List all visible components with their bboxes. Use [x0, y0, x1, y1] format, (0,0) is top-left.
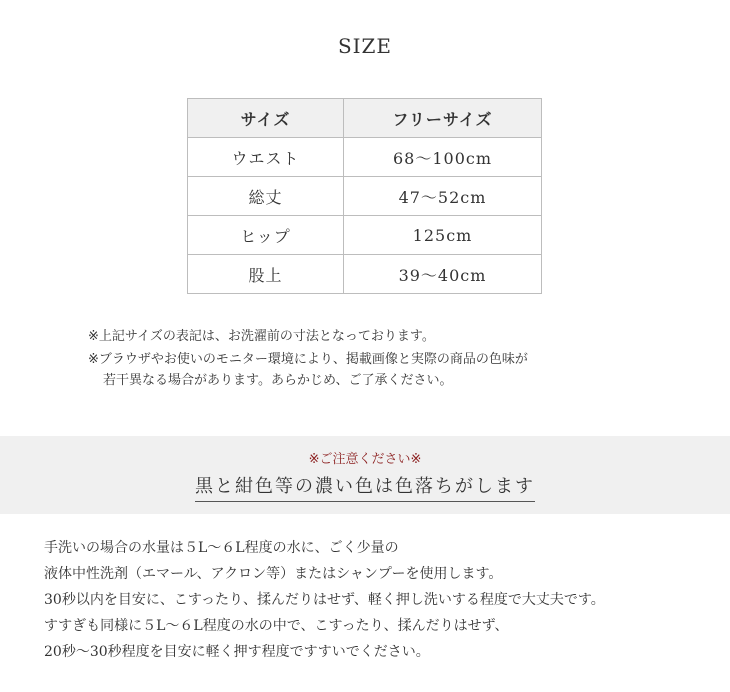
header-free-size: フリーサイズ [344, 99, 542, 138]
instruction-line: すすぎも同様に５L〜６L程度の水の中で、こすったり、揉んだりはせず、 [44, 618, 509, 634]
table-row [188, 255, 542, 294]
row-label: 股上 [188, 255, 344, 294]
caution-message [0, 472, 730, 502]
header-size: サイズ [188, 99, 344, 138]
caution-banner [0, 436, 730, 514]
section-title: SIZE [337, 34, 393, 58]
table-header-row [188, 99, 542, 138]
caution-message-text: 黒と紺色等の濃い色は色落ちがします [195, 472, 535, 502]
row-label: ウエスト [188, 138, 344, 177]
row-label: 総丈 [188, 177, 344, 216]
instruction-line: 液体中性洗剤（エマール、アクロン等）またはシャンプーを使用します。 [44, 566, 503, 582]
row-label: ヒップ [188, 216, 344, 255]
note-color-variance: ※ブラウザやお使いのモニター環境により、掲載画像と実際の商品の色味が [88, 352, 528, 367]
note-measurement: ※上記サイズの表記は、お洗濯前の寸法となっております。 [88, 329, 435, 344]
size-notes [88, 326, 688, 391]
caution-label: ※ご注意ください※ [308, 452, 422, 467]
table-row [188, 177, 542, 216]
instruction-line: 20秒〜30秒程度を目安に軽く押す程度ですすいでください。 [44, 644, 430, 660]
table-row [188, 216, 542, 255]
instruction-line: 手洗いの場合の水量は５L〜６L程度の水に、ごく少量の [44, 540, 399, 556]
table-row [188, 138, 542, 177]
row-value: 125cm [344, 216, 542, 255]
row-value: 39〜40cm [344, 255, 542, 294]
size-table [187, 98, 542, 294]
instruction-line: 30秒以内を目安に、こすったり、揉んだりはせず、軽く押し洗いする程度で大丈夫です。 [44, 592, 605, 608]
row-value: 47〜52cm [344, 177, 542, 216]
row-value: 68〜100cm [344, 138, 542, 177]
washing-instructions [44, 535, 724, 665]
note-color-variance-cont: 若干異なる場合があります。あらかじめ、ご了承ください。 [103, 373, 453, 388]
